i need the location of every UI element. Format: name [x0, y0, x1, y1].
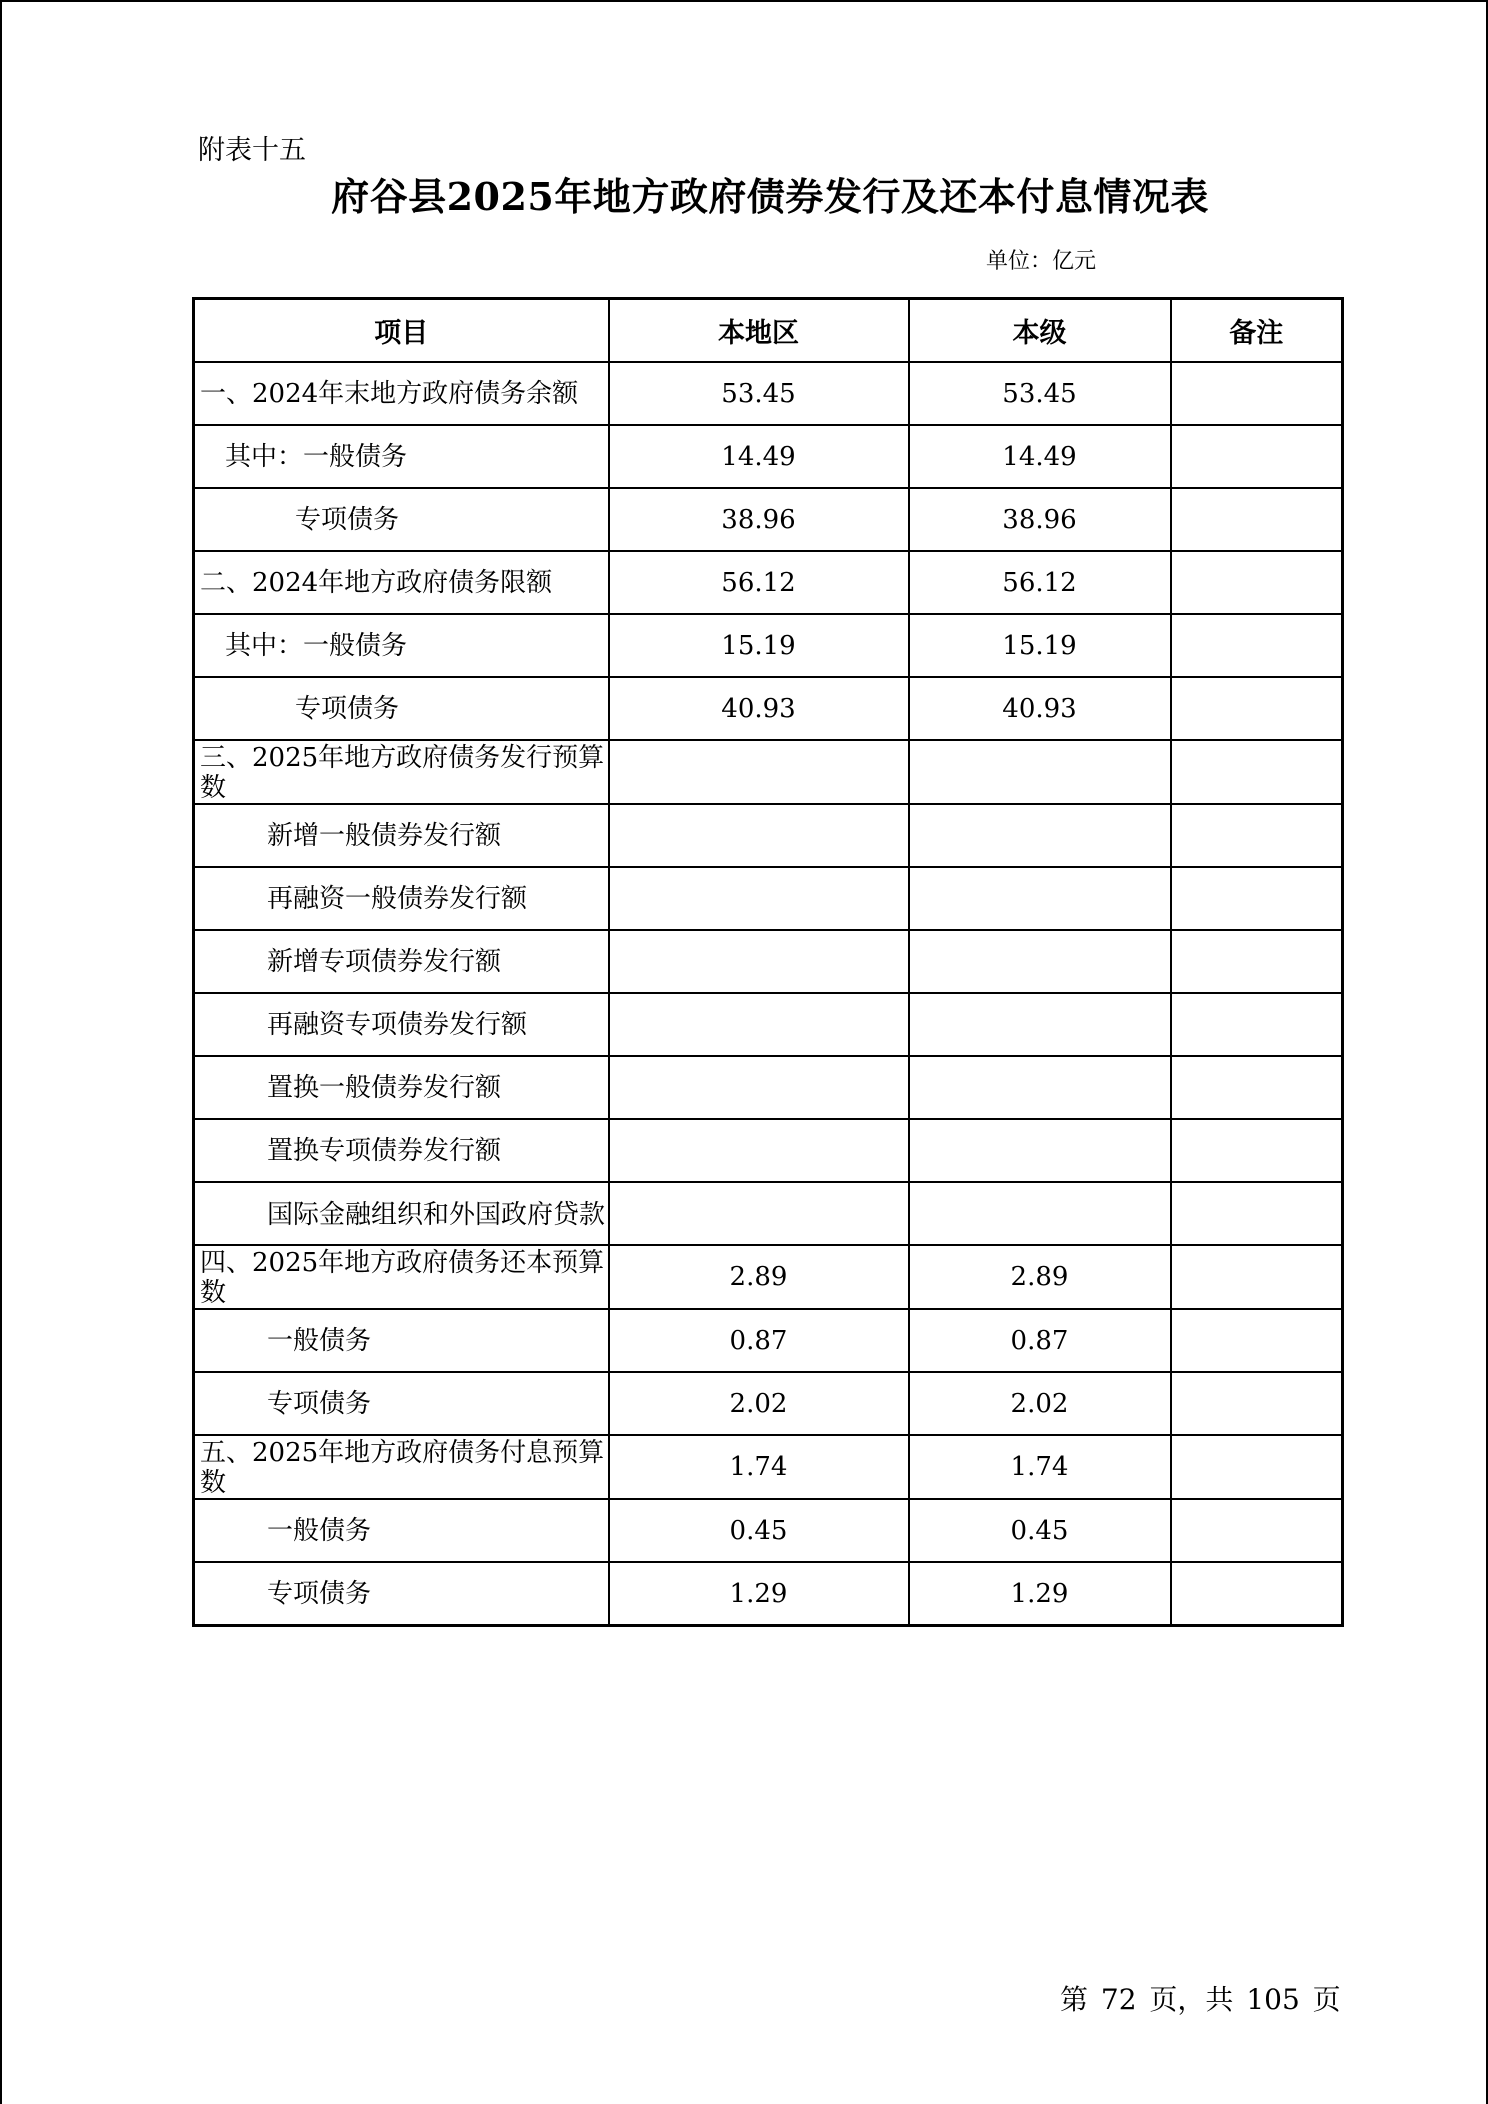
level-value: 15.19	[909, 614, 1171, 677]
header-level: 本级	[909, 299, 1171, 363]
note-cell	[1171, 1435, 1343, 1499]
header-region: 本地区	[609, 299, 909, 363]
row-label: 一、2024年末地方政府债务余额	[200, 378, 579, 409]
level-value	[909, 804, 1171, 867]
note-cell	[1171, 993, 1343, 1056]
table-row	[194, 677, 1343, 740]
row-label: 其中：一般债务	[225, 630, 408, 661]
row-label: 四、2025年地方政府债务还本预算数	[200, 1248, 605, 1308]
level-value: 14.49	[909, 425, 1171, 488]
page-border-top	[0, 0, 1488, 2]
row-label: 置换专项债券发行额	[267, 1135, 502, 1166]
level-value: 0.87	[909, 1309, 1171, 1372]
table-row	[194, 1372, 1343, 1435]
table-row	[194, 1119, 1343, 1182]
row-label: 专项债务	[295, 504, 400, 535]
unit-label: 单位：亿元	[986, 249, 1097, 274]
table-row	[194, 867, 1343, 930]
region-value	[609, 1119, 909, 1182]
table-row	[194, 1499, 1343, 1562]
region-value: 0.87	[609, 1309, 909, 1372]
level-value	[909, 1056, 1171, 1119]
row-label: 其中：一般债务	[225, 441, 408, 472]
table-row	[194, 551, 1343, 614]
note-cell	[1171, 1562, 1343, 1626]
level-value: 0.45	[909, 1499, 1171, 1562]
page-border-left	[0, 0, 2, 2104]
page-footer: 第 72 页，共 105 页	[1060, 1983, 1341, 2016]
region-value: 53.45	[609, 362, 909, 425]
region-value: 1.29	[609, 1562, 909, 1626]
level-value: 38.96	[909, 488, 1171, 551]
level-value: 1.29	[909, 1562, 1171, 1626]
region-value: 0.45	[609, 1499, 909, 1562]
region-value: 2.89	[609, 1245, 909, 1309]
level-value: 2.89	[909, 1245, 1171, 1309]
row-label: 专项债务	[267, 1388, 372, 1419]
level-value: 1.74	[909, 1435, 1171, 1499]
row-label: 新增一般债券发行额	[267, 820, 502, 851]
region-value: 40.93	[609, 677, 909, 740]
region-value: 56.12	[609, 551, 909, 614]
note-cell	[1171, 425, 1343, 488]
level-value	[909, 1119, 1171, 1182]
note-cell	[1171, 867, 1343, 930]
row-label: 国际金融组织和外国政府贷款	[267, 1199, 606, 1230]
table-row	[194, 1562, 1343, 1626]
table-row	[194, 804, 1343, 867]
note-cell	[1171, 740, 1343, 804]
table-row	[194, 362, 1343, 425]
table-row	[194, 1182, 1343, 1245]
table-row	[194, 614, 1343, 677]
row-label: 专项债务	[267, 1578, 372, 1609]
level-value	[909, 740, 1171, 804]
note-cell	[1171, 677, 1343, 740]
note-cell	[1171, 930, 1343, 993]
note-cell	[1171, 804, 1343, 867]
region-value: 38.96	[609, 488, 909, 551]
appendix-label: 附表十五	[198, 135, 306, 166]
level-value	[909, 867, 1171, 930]
header-item: 项目	[194, 299, 609, 363]
level-value: 2.02	[909, 1372, 1171, 1435]
row-label: 再融资一般债券发行额	[267, 883, 528, 914]
level-value: 53.45	[909, 362, 1171, 425]
note-cell	[1171, 1372, 1343, 1435]
row-label: 一般债务	[267, 1325, 372, 1356]
page-title: 府谷县2025年地方政府债券发行及还本付息情况表	[331, 174, 1209, 219]
table-header-row	[194, 299, 1343, 363]
region-value	[609, 993, 909, 1056]
region-value: 15.19	[609, 614, 909, 677]
level-value: 56.12	[909, 551, 1171, 614]
table-row	[194, 1435, 1343, 1499]
level-value	[909, 993, 1171, 1056]
row-label: 三、2025年地方政府债务发行预算数	[200, 743, 605, 803]
note-cell	[1171, 1245, 1343, 1309]
note-cell	[1171, 1499, 1343, 1562]
table-row	[194, 1309, 1343, 1372]
row-label: 二、2024年地方政府债务限额	[200, 567, 553, 598]
note-cell	[1171, 488, 1343, 551]
region-value	[609, 867, 909, 930]
row-label: 专项债务	[295, 693, 400, 724]
level-value	[909, 1182, 1171, 1245]
region-value: 1.74	[609, 1435, 909, 1499]
table-row	[194, 1056, 1343, 1119]
note-cell	[1171, 551, 1343, 614]
table-row	[194, 930, 1343, 993]
table-row	[194, 425, 1343, 488]
note-cell	[1171, 614, 1343, 677]
note-cell	[1171, 1182, 1343, 1245]
level-value: 40.93	[909, 677, 1171, 740]
row-label: 五、2025年地方政府债务付息预算数	[200, 1438, 605, 1498]
table-row	[194, 740, 1343, 804]
region-value	[609, 804, 909, 867]
row-label: 再融资专项债券发行额	[267, 1009, 528, 1040]
debt-table	[192, 297, 1344, 1627]
region-value	[609, 1056, 909, 1119]
note-cell	[1171, 1309, 1343, 1372]
region-value: 2.02	[609, 1372, 909, 1435]
region-value	[609, 740, 909, 804]
note-cell	[1171, 362, 1343, 425]
table-row	[194, 488, 1343, 551]
header-note: 备注	[1171, 299, 1343, 363]
row-label: 一般债务	[267, 1515, 372, 1546]
region-value	[609, 930, 909, 993]
row-label: 新增专项债券发行额	[267, 946, 502, 977]
level-value	[909, 930, 1171, 993]
table-row	[194, 1245, 1343, 1309]
note-cell	[1171, 1119, 1343, 1182]
table-row	[194, 993, 1343, 1056]
region-value	[609, 1182, 909, 1245]
region-value: 14.49	[609, 425, 909, 488]
row-label: 置换一般债券发行额	[267, 1072, 502, 1103]
note-cell	[1171, 1056, 1343, 1119]
